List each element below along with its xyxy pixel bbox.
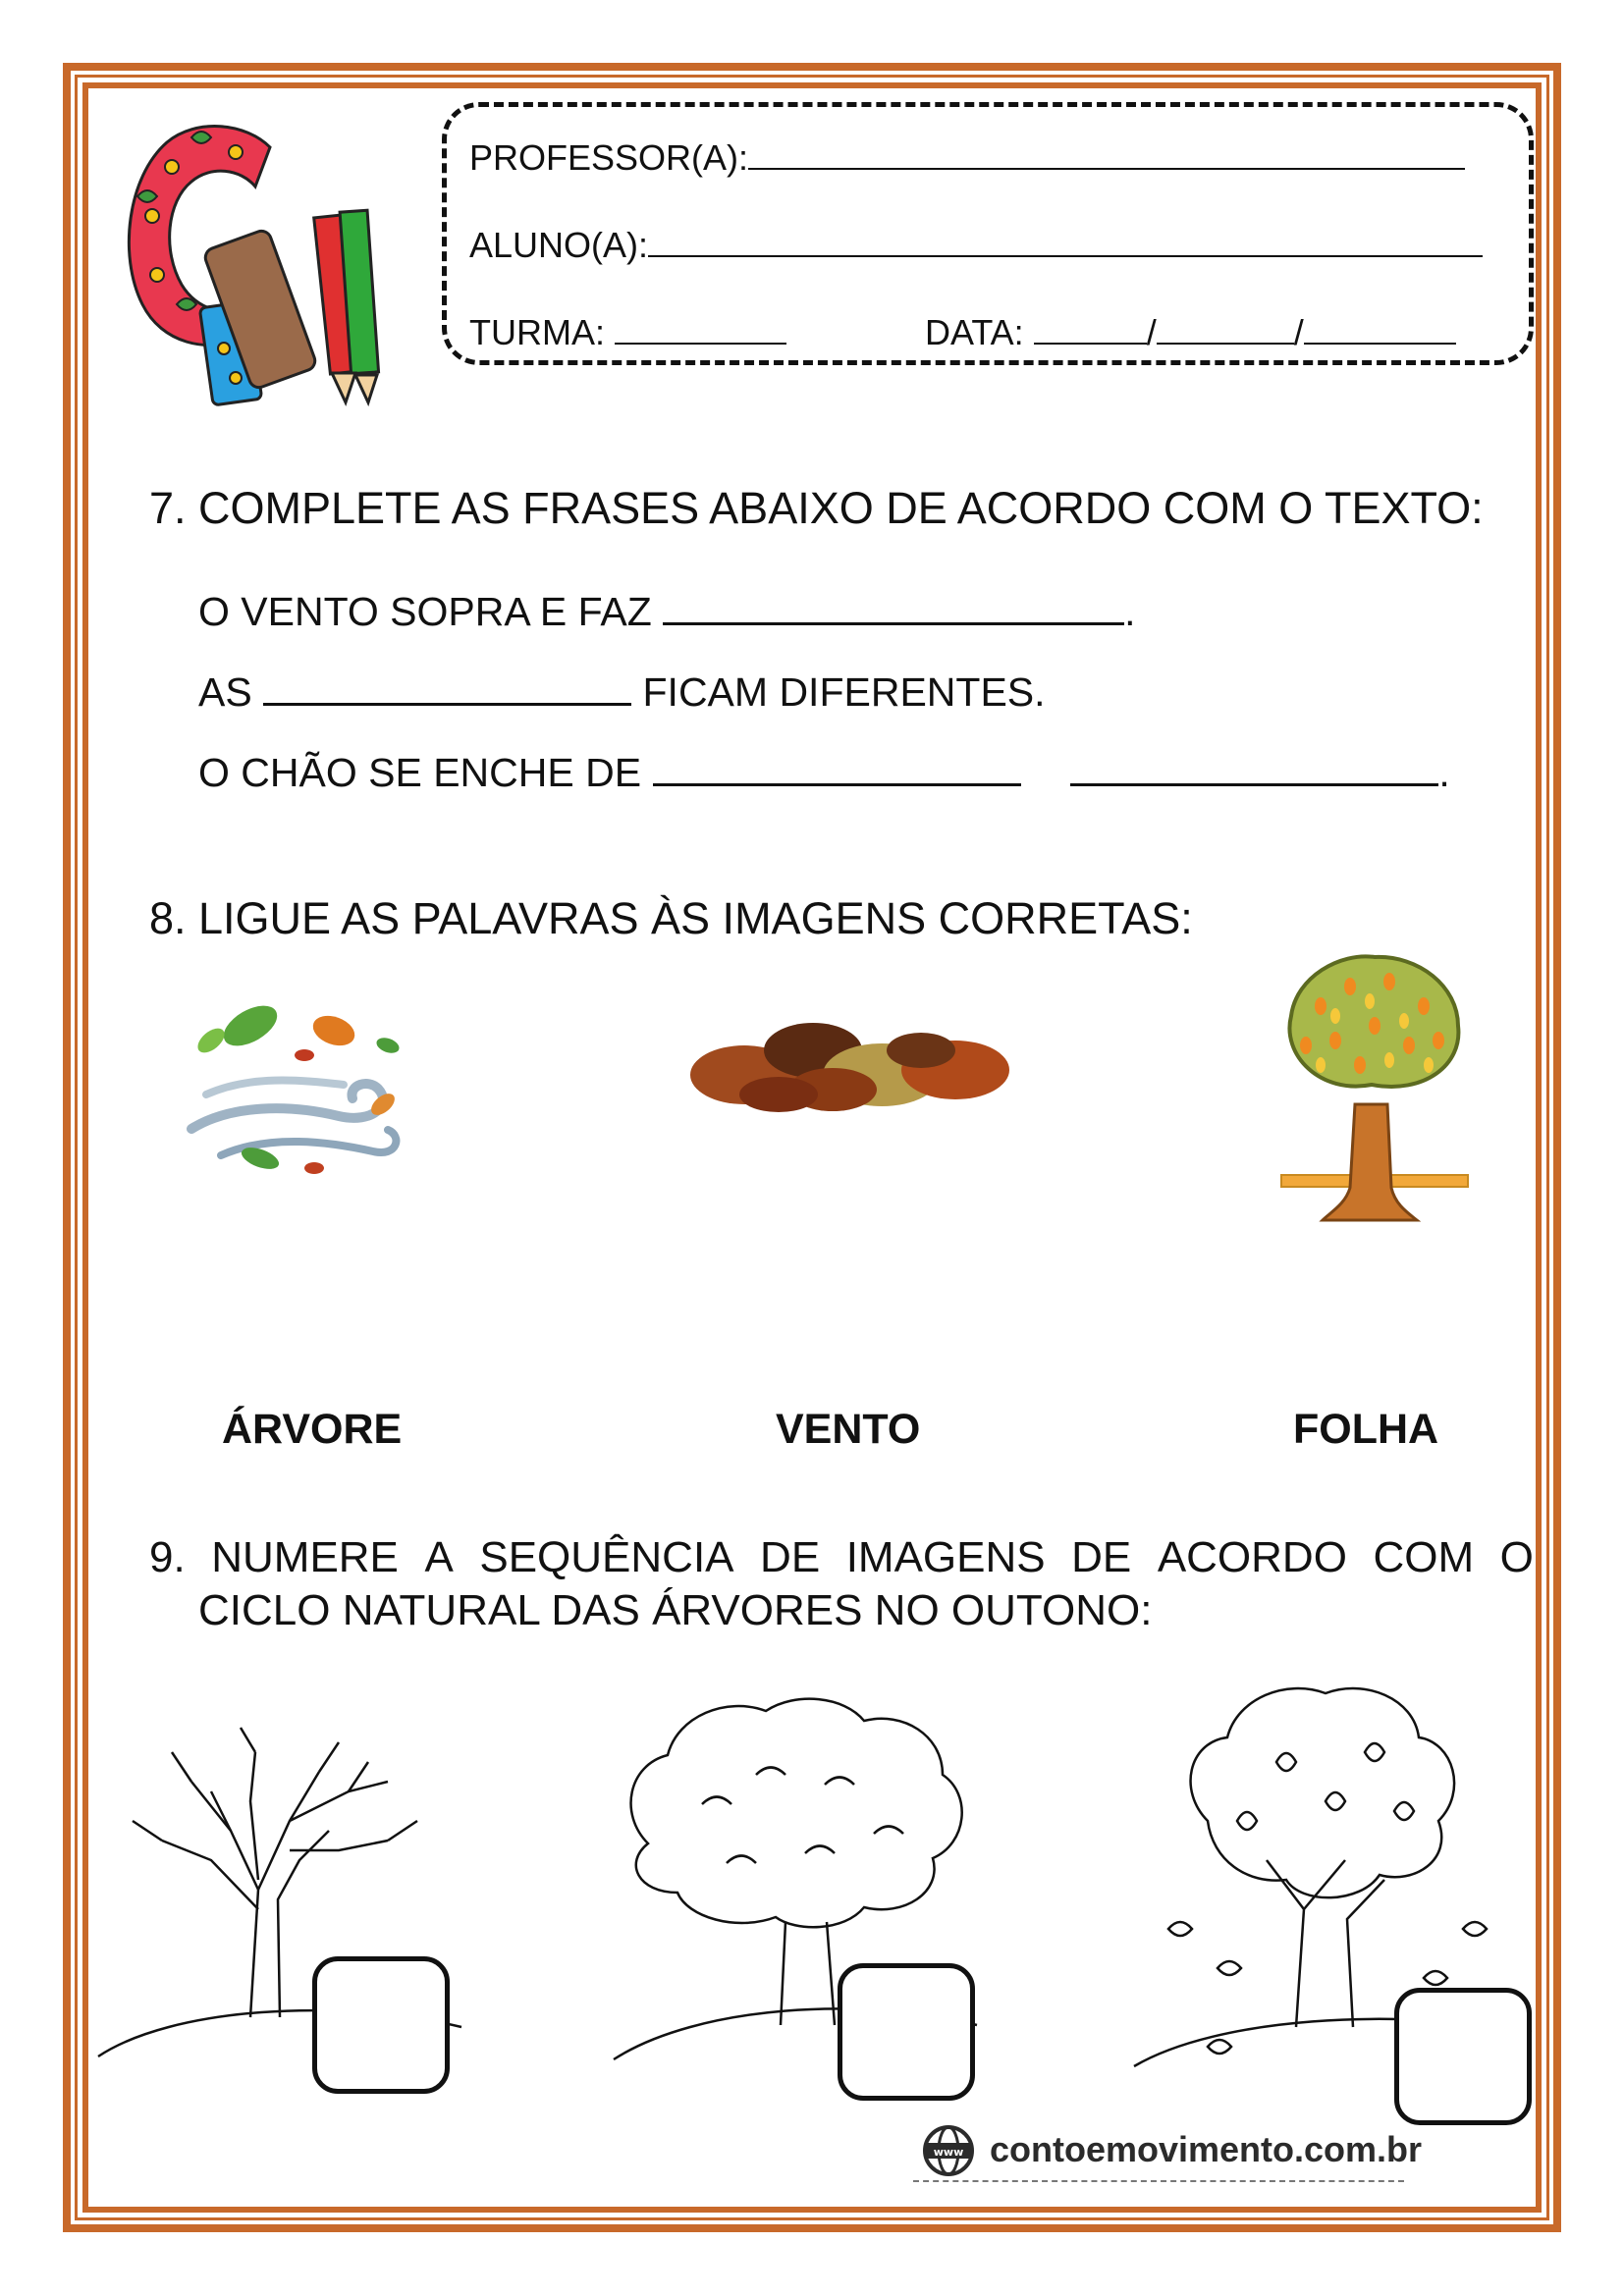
sentence-text: O VENTO SOPRA E FAZ [198, 589, 652, 634]
question-7-title [149, 483, 1484, 534]
answer-blank[interactable] [663, 589, 1124, 625]
wind-leaves-icon[interactable] [182, 987, 407, 1183]
sentence-text: AS [198, 669, 252, 715]
aluno-label: ALUNO(A): [469, 225, 649, 265]
aluno-field[interactable] [469, 225, 1483, 266]
sentence-text: FICAM DIFERENTES. [642, 669, 1046, 715]
question-word: O [1499, 1533, 1534, 1581]
data-separator: / [1146, 312, 1157, 352]
sentence-text: . [1124, 589, 1136, 634]
number-box-2[interactable] [838, 1963, 975, 2101]
question-word: DE [760, 1533, 821, 1581]
professor-field[interactable] [469, 137, 1465, 179]
sentence-text: O CHÃO SE ENCHE DE [198, 750, 642, 795]
answer-blank[interactable] [653, 750, 1021, 786]
site-footer [913, 2123, 1423, 2182]
data-month-blank[interactable] [1157, 313, 1294, 345]
sentence-text: . [1438, 750, 1450, 795]
question-word: IMAGENS [845, 1533, 1046, 1581]
data-field[interactable] [925, 312, 1456, 353]
data-label: DATA: [925, 312, 1024, 352]
question-word: A [424, 1533, 454, 1581]
question-text: LIGUE AS PALAVRAS ÀS IMAGENS CORRETAS: [198, 893, 1193, 943]
svg-text:www: www [933, 2146, 964, 2159]
data-year-blank[interactable] [1304, 313, 1456, 345]
answer-blank[interactable] [263, 669, 631, 706]
q7-sentence-3 [198, 750, 1450, 796]
site-url[interactable]: contoemovimento.com.br [990, 2129, 1423, 2169]
question-9-line-1 [149, 1531, 1534, 1584]
question-word: NUMERE [211, 1533, 399, 1581]
question-text: COMPLETE AS FRASES ABAIXO DE ACORDO COM O TEXTO: [198, 483, 1484, 533]
number-box-3[interactable] [1394, 1988, 1532, 2125]
question-word: COM [1373, 1533, 1475, 1581]
question-number: 9. [149, 1533, 186, 1581]
turma-label: TURMA: [469, 312, 605, 352]
leaf-pile-icon[interactable] [685, 996, 1019, 1124]
question-word: SEQUÊNCIA [479, 1533, 734, 1581]
question-number: 7. [149, 483, 187, 533]
turma-field[interactable] [469, 312, 786, 353]
question-8-title [149, 893, 1193, 944]
number-box-1[interactable] [312, 1956, 450, 2094]
question-9-line-2: CICLO NATURAL DAS ÁRVORES NO OUTONO: [198, 1586, 1153, 1634]
word-arvore[interactable]: ÁRVORE [222, 1406, 403, 1453]
question-9-title [149, 1531, 1534, 1637]
cm-logo-icon [98, 108, 422, 412]
question-number: 8. [149, 893, 187, 943]
turma-blank[interactable] [615, 313, 786, 345]
autumn-tree-icon[interactable] [1262, 947, 1483, 1232]
question-word: ACORDO [1157, 1533, 1347, 1581]
aluno-blank[interactable] [648, 226, 1483, 257]
professor-blank[interactable] [748, 138, 1465, 170]
word-vento[interactable]: VENTO [776, 1406, 921, 1453]
data-day-blank[interactable] [1034, 313, 1147, 345]
q7-sentence-2 [198, 669, 1046, 716]
q7-sentence-1 [198, 589, 1136, 635]
data-separator: / [1293, 312, 1304, 352]
footer-divider [913, 2180, 1404, 2182]
professor-label: PROFESSOR(A): [469, 137, 749, 178]
globe-icon [921, 2123, 976, 2178]
question-word: DE [1071, 1533, 1132, 1581]
word-folha[interactable]: FOLHA [1293, 1406, 1439, 1453]
answer-blank[interactable] [1070, 750, 1438, 786]
